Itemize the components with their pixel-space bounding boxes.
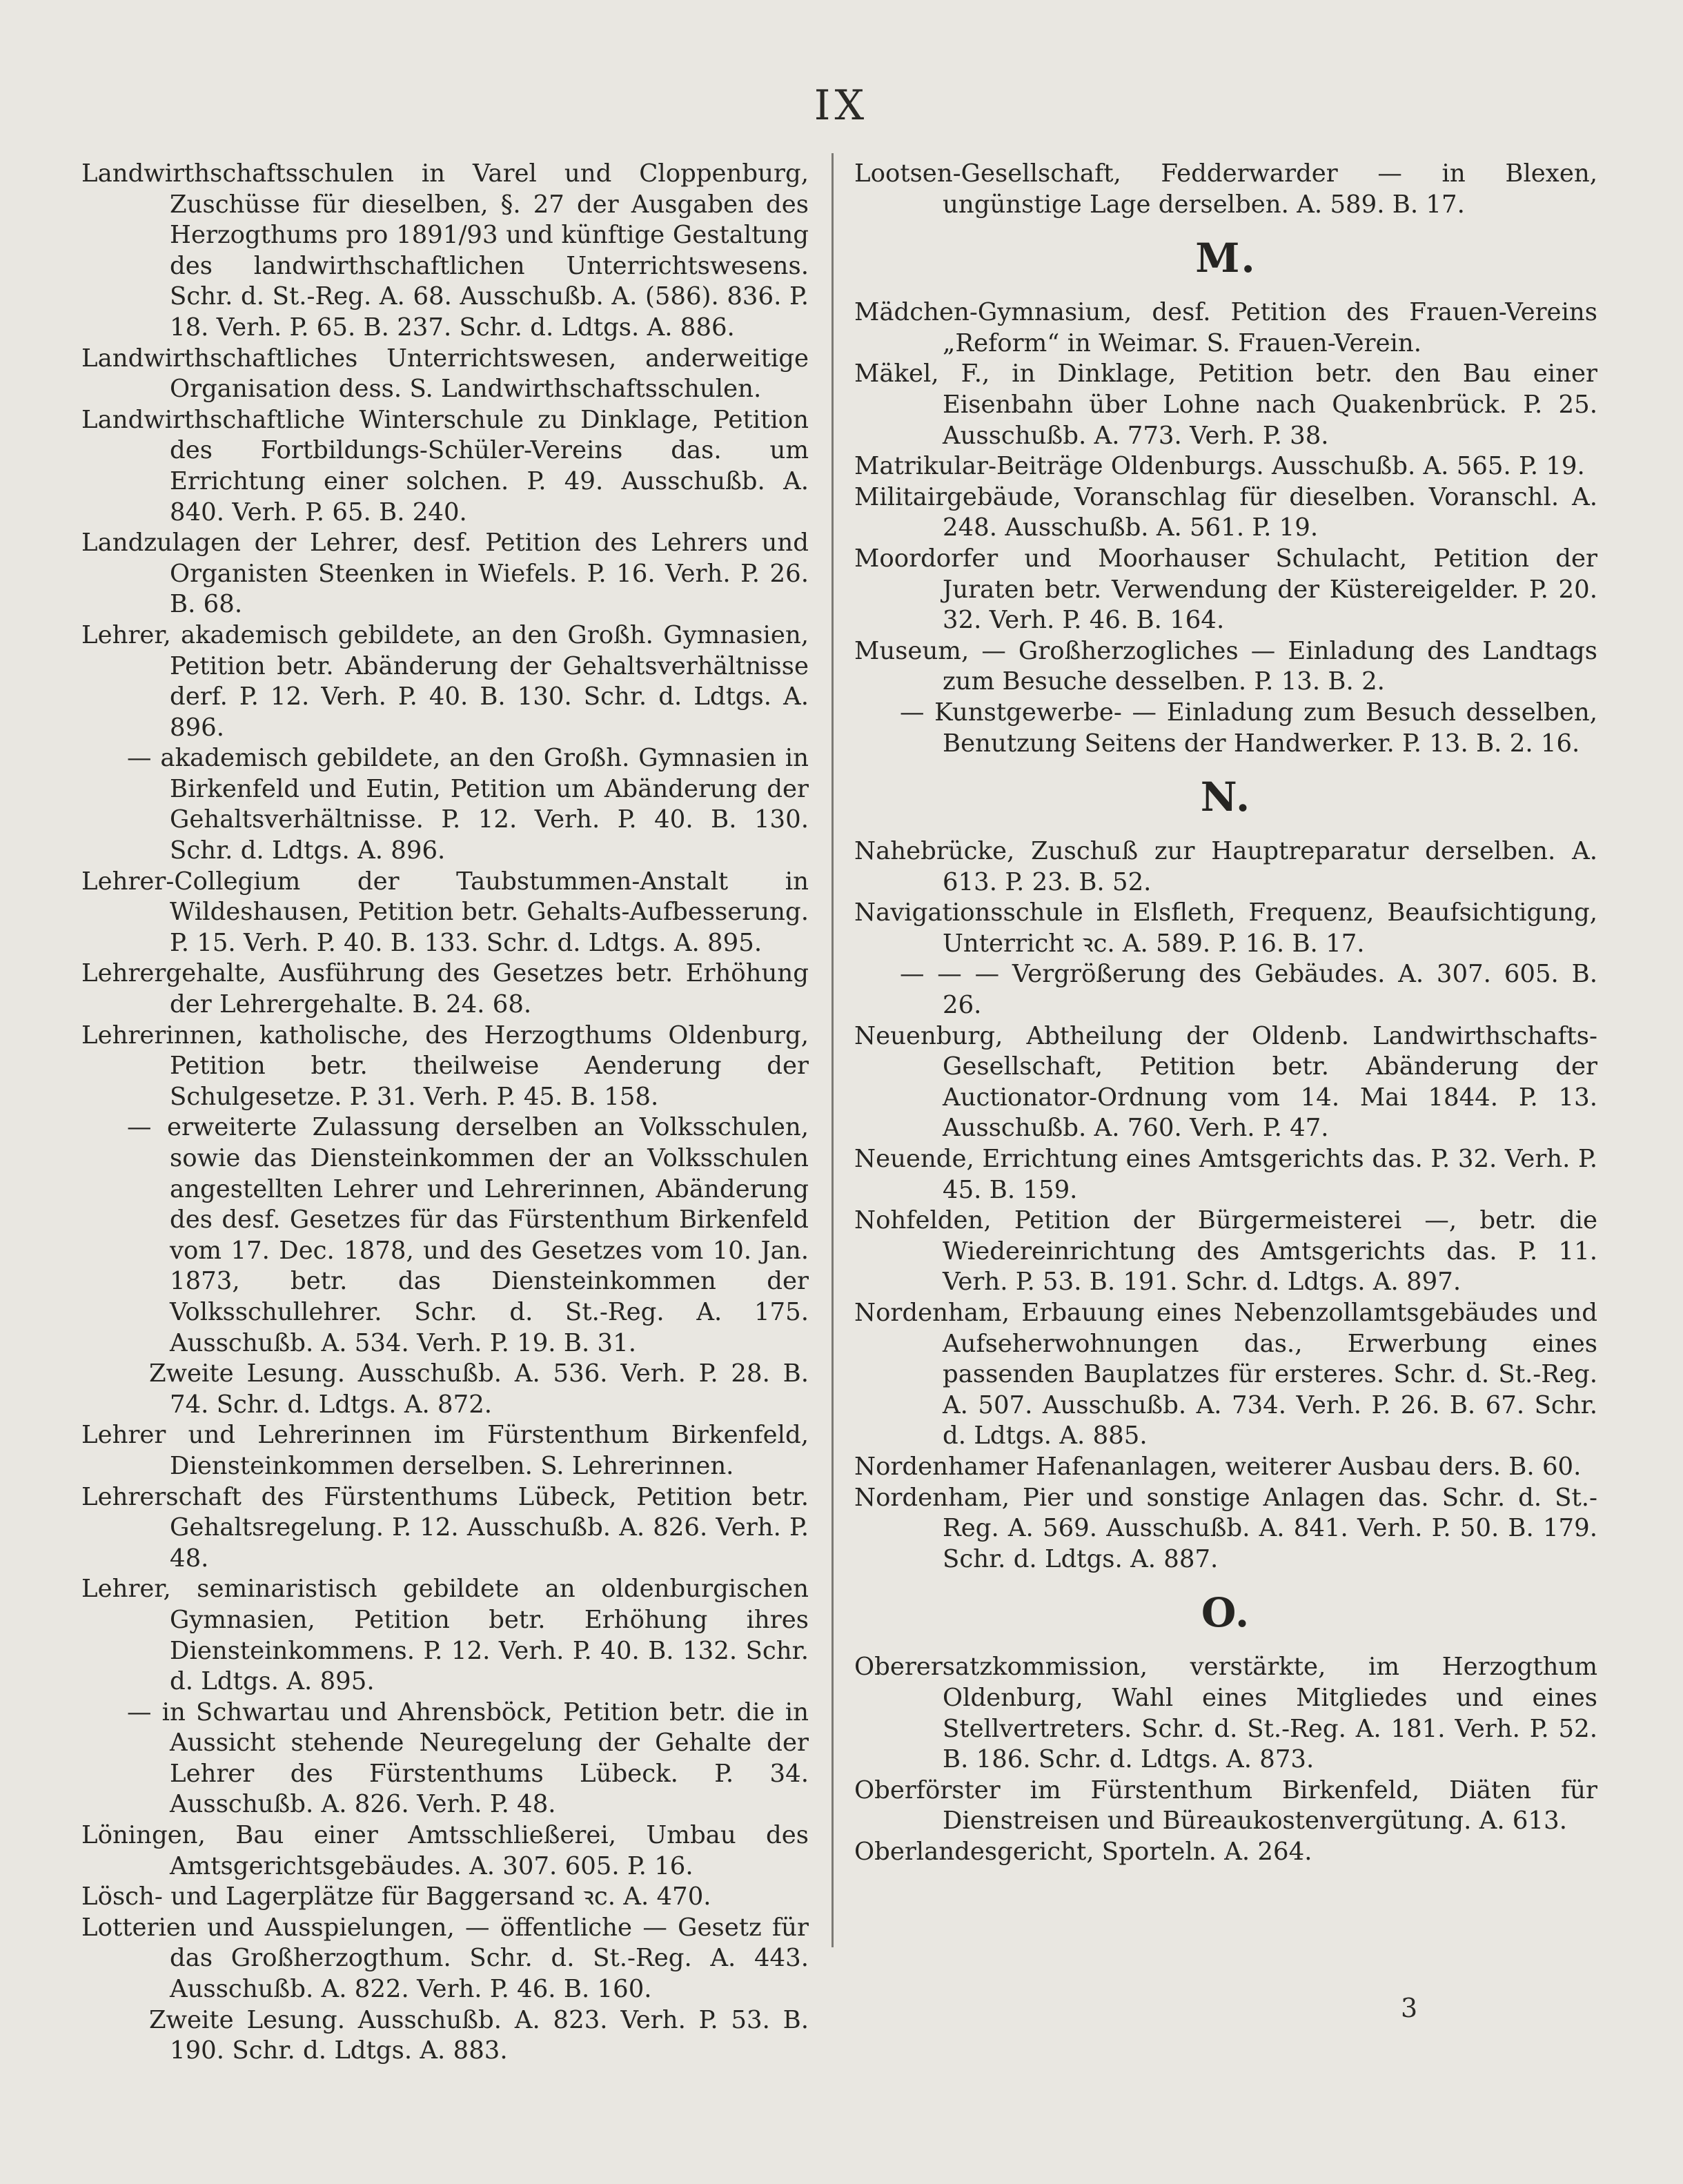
column-divider	[831, 153, 834, 1947]
section-letter: M.	[1195, 235, 1257, 282]
index-entry: Matrikular-Beiträge Oldenburgs. Ausschußb. A. 565. P. 19.	[854, 452, 1585, 481]
index-entry: Lehrerinnen, katholische, des Herzogthums Oldenburg, Petition betr. theilweise Aenderung der Schulgesetze. P. 31. Verh. P. 45. B. 158.	[81, 1021, 809, 1111]
index-entry: Löningen, Bau einer Amtsschließerei, Umbau des Amtsgerichtsgebäudes. A. 307. 605. P. 16.	[81, 1821, 809, 1880]
index-entry: Lootsen-Gesellschaft, Fedderwarder — in Blexen, ungünstige Lage derselben. A. 589. B. 17.	[854, 159, 1597, 219]
footer-page-number: 3	[1401, 1993, 1418, 2023]
index-entry: Oberersatzkommission, verstärkte, im Herzogthum Oldenburg, Wahl eines Mitgliedes und eines Stellvertreters. Schr. d. St.-Reg. A. 181. Verh. P. 52. B. 186. Schr. d. Ldtgs. A. 873.	[854, 1653, 1597, 1774]
section-letter: N.	[1200, 774, 1252, 821]
index-entry: Nahebrücke, Zuschuß zur Hauptreparatur derselben. A. 613. P. 23. B. 52.	[854, 837, 1597, 896]
index-entry: Nohfelden, Petition der Bürgermeisterei —, betr. die Wiedereinrichtung des Amtsgerichts das. P. 11. Verh. P. 53. B. 191. Schr. d. Ldtgs. A. 897.	[854, 1206, 1597, 1297]
index-entry: — Kunstgewerbe- — Einladung zum Besuch desselben, Benutzung Seitens der Handwerker. P. 13. B. 2. 16.	[900, 698, 1597, 758]
index-entry: Nordenhamer Hafenanlagen, weiterer Ausbau ders. B. 60.	[854, 1452, 1582, 1481]
index-entry: Nordenham, Pier und sonstige Anlagen das. Schr. d. St.-Reg. A. 569. Ausschußb. A. 841. Verh. P. 50. B. 179. Schr. d. Ldtgs. A. 887.	[854, 1483, 1597, 1573]
index-entry: Mädchen-Gymnasium, desf. Petition des Frauen-Vereins „Reform“ in Weimar. S. Frauen-Verein.	[854, 298, 1597, 357]
index-entry: Museum, — Großherzogliches — Einladung des Landtags zum Besuche desselben. P. 13. B. 2.	[854, 636, 1597, 696]
index-entry: Neuenburg, Abtheilung der Oldenb. Landwirthschafts-Gesellschaft, Petition betr. Abänderung der Auctionator-Ordnung vom 14. Mai 1844. P. 13. Ausschußb. A. 760. Verh. P. 47.	[854, 1021, 1597, 1143]
index-entry: Militairgebäude, Voranschlag für dieselben. Voranschl. A. 248. Ausschußb. A. 561. P. 19.	[854, 482, 1597, 542]
left-column	[81, 159, 809, 2067]
index-entry: Lehrer-Collegium der Taubstummen-Anstalt in Wildeshausen, Petition betr. Gehalts-Aufbesserung. P. 15. Verh. P. 40. B. 133. Schr. d. Ldtgs. A. 895.	[81, 867, 809, 957]
index-entry: Lotterien und Ausspielungen, — öffentliche — Gesetz für das Großherzogthum. Schr. d. St.-Reg. A. 443. Ausschußb. A. 822. Verh. P. 46. B. 160.	[81, 1913, 809, 2004]
index-entry: Moordorfer und Moorhauser Schulacht, Petition der Juraten betr. Verwendung der Küstereigelder. P. 20. 32. Verh. P. 46. B. 164.	[854, 544, 1597, 635]
index-entry: Lehrerschaft des Fürstenthums Lübeck, Petition betr. Gehaltsregelung. P. 12. Ausschußb. A. 826. Verh. P. 48.	[81, 1482, 809, 1573]
index-entry: — erweiterte Zulassung derselben an Volksschulen, sowie das Diensteinkommen der an Volksschulen angestellten Lehrer und Lehrerinnen, Abänderung des desf. Gesetzes für das Fürstenthum Birkenfeld vom 17. Dec. 1878, und des Gesetzes vom 10. Jan. 1873, betr. das Diensteinkommen der Volksschullehrer. Schr. d. St.-Reg. A. 175. Ausschußb. A. 534. Verh. P. 19. B. 31.	[127, 1113, 809, 1357]
index-entry: Lehrergehalte, Ausführung des Gesetzes betr. Erhöhung der Lehrergehalte. B. 24. 68.	[81, 959, 809, 1019]
index-entry: Zweite Lesung. Ausschußb. A. 823. Verh. P. 53. B. 190. Schr. d. Ldtgs. A. 883.	[149, 2005, 809, 2065]
index-entry: Navigationsschule in Elsfleth, Frequenz, Beaufsichtigung, Unterricht ꝛc. A. 589. P. 16. B. 17.	[854, 898, 1597, 958]
index-entry: Lehrer, akademisch gebildete, an den Großh. Gymnasien, Petition betr. Abänderung der Gehaltsverhältnisse derf. P. 12. Verh. P. 40. B. 130. Schr. d. Ldtgs. A. 896.	[81, 620, 809, 742]
index-entry: Oberförster im Fürstenthum Birkenfeld, Diäten für Dienstreisen und Büreaukostenvergütung. A. 613.	[854, 1775, 1597, 1836]
index-entry: Nordenham, Erbauung eines Nebenzollamtsgebäudes und Aufseherwohnungen das., Erwerbung eines passenden Bauplatzes für ersteres. Schr. d. St.-Reg. A. 507. Ausschußb. A. 734. Verh. P. 26. B. 67. Schr. d. Ldtgs. A. 885.	[854, 1299, 1597, 1450]
index-entry: Landwirthschaftsschulen in Varel und Cloppenburg, Zuschüsse für dieselben, §. 27 der Ausgaben des Herzogthums pro 1891/93 und künftige Gestaltung des landwirthschaftlichen Unterrichtswesens. Schr. d. St.-Reg. A. 68. Ausschußb. A. (586). 836. P. 18. Verh. P. 65. B. 237. Schr. d. Ldtgs. A. 886.	[81, 159, 809, 342]
index-entry: Oberlandesgericht, Sporteln. A. 264.	[854, 1837, 1312, 1866]
index-entry: — in Schwartau und Ahrensböck, Petition betr. die in Aussicht stehende Neuregelung der Gehalte der Lehrer des Fürstenthums Lübeck. P. 34. Ausschußb. A. 826. Verh. P. 48.	[127, 1698, 809, 1819]
index-entry: Zweite Lesung. Ausschußb. A. 536. Verh. P. 28. B. 74. Schr. d. Ldtgs. A. 872.	[149, 1359, 809, 1419]
index-entry: Landwirthschaftliches Unterrichtswesen, anderweitige Organisation dess. S. Landwirthschaftsschulen.	[81, 344, 809, 404]
index-entry: Lehrer und Lehrerinnen im Fürstenthum Birkenfeld, Diensteinkommen derselben. S. Lehrerinnen.	[81, 1421, 809, 1480]
index-entry: Neuende, Errichtung eines Amtsgerichts das. P. 32. Verh. P. 45. B. 159.	[854, 1145, 1597, 1204]
index-entry: Mäkel, F., in Dinklage, Petition betr. den Bau einer Eisenbahn über Lohne nach Quakenbrück. P. 25. Ausschußb. A. 773. Verh. P. 38.	[854, 360, 1597, 450]
index-entry: Lösch- und Lagerplätze für Baggersand ꝛc. A. 470.	[81, 1882, 711, 1911]
index-entry: — — — Vergrößerung des Gebäudes. A. 307. 605. B. 26.	[900, 960, 1597, 1020]
index-entry: Lehrer, seminaristisch gebildete an oldenburgischen Gymnasien, Petition betr. Erhöhung ihres Diensteinkommens. P. 12. Verh. P. 40. B. 132. Schr. d. Ldtgs. A. 895.	[81, 1575, 809, 1696]
index-entry: Landzulagen der Lehrer, desf. Petition des Lehrers und Organisten Steenken in Wiefels. P. 16. Verh. P. 26. B. 68.	[81, 529, 809, 619]
index-entry: Landwirthschaftliche Winterschule zu Dinklage, Petition des Fortbildungs-Schüler-Vereins das. um Errichtung einer solchen. P. 49. Ausschußb. A. 840. Verh. P. 65. B. 240.	[81, 405, 809, 527]
index-entry: — akademisch gebildete, an den Großh. Gymnasien in Birkenfeld und Eutin, Petition um Abänderung der Gehaltsverhältnisse. P. 12. Verh. P. 40. B. 130. Schr. d. Ldtgs. A. 896.	[127, 744, 809, 865]
page-number: IX	[814, 81, 869, 130]
right-column	[854, 159, 1597, 1868]
section-letter: O.	[1201, 1589, 1251, 1637]
